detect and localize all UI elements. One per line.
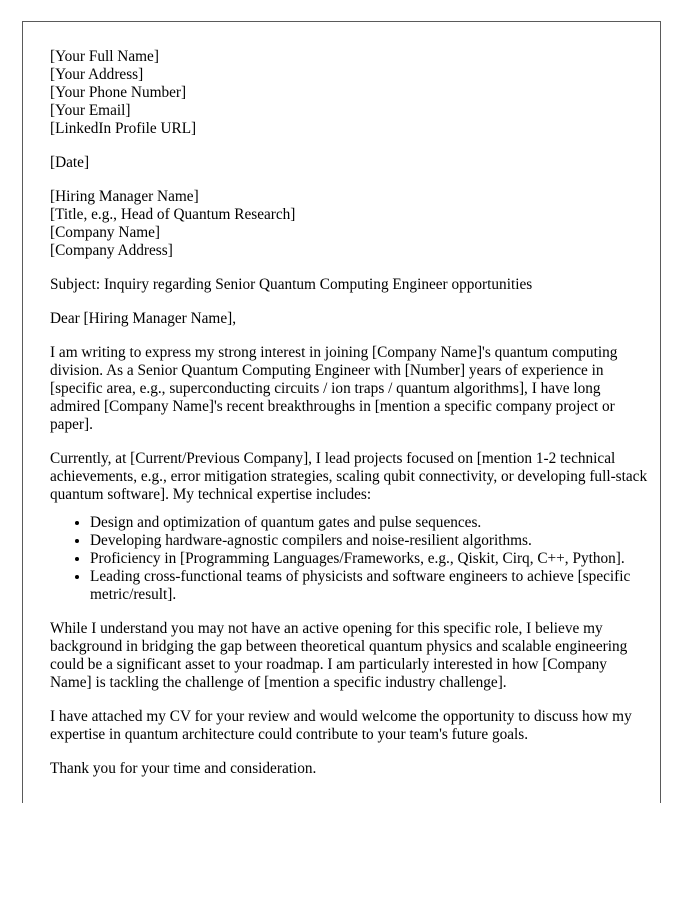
list-item: • Leading cross-functional teams of physicists and software engineers to achieve [specific metric/result]. bbox=[90, 568, 650, 604]
sender-phone: [Your Phone Number] bbox=[50, 84, 187, 101]
recipient-block bbox=[50, 188, 650, 260]
sender-name: [Your Full Name] bbox=[50, 48, 159, 65]
current-role-paragraph: Currently, at [Current/Previous Company], I lead projects focused on [mention 1-2 technical achievements, e.g., error mitigation strategies, scaling qubit connectivity, or developing full-stack quantum software]. My technical expertise includes: bbox=[50, 450, 648, 503]
opening-paragraph: While I understand you may not have an active opening for this specific role, I believe my background in bridging the gap between theoretical quantum physics and scalable engineering could be a significant asset to your roadmap. I am particularly interested in how [Company Name] is tackling the challenge of [mention a specific industry challenge]. bbox=[50, 620, 628, 691]
expertise-list bbox=[50, 514, 650, 604]
list-item: • Developing hardware-agnostic compilers and noise-resilient algorithms. bbox=[90, 532, 650, 550]
letter-body bbox=[50, 48, 650, 794]
recipient-address: [Company Address] bbox=[50, 242, 173, 259]
list-item: • Proficiency in [Programming Languages/Frameworks, e.g., Qiskit, Cirq, C++, Python]. bbox=[90, 550, 650, 568]
letter-page bbox=[22, 21, 661, 803]
sender-address: [Your Address] bbox=[50, 66, 144, 83]
sender-linkedin: [LinkedIn Profile URL] bbox=[50, 120, 197, 137]
subject-line: Subject: Inquiry regarding Senior Quantum Computing Engineer opportunities bbox=[50, 276, 533, 293]
recipient-name: [Hiring Manager Name] bbox=[50, 188, 199, 205]
closing-thanks: Thank you for your time and consideration. bbox=[50, 760, 317, 777]
attachment-paragraph: I have attached my CV for your review and would welcome the opportunity to discuss how my expertise in quantum architecture could contribute to your team's future goals. bbox=[50, 708, 632, 743]
letter-date: [Date] bbox=[50, 154, 90, 171]
list-item: • Design and optimization of quantum gates and pulse sequences. bbox=[90, 514, 650, 532]
sender-email: [Your Email] bbox=[50, 102, 131, 119]
intro-paragraph: I am writing to express my strong interest in joining [Company Name]'s quantum computing division. As a Senior Quantum Computing Engineer with [Number] years of experience in [specific area, e.g., superconducting circuits / ion traps / quantum algorithms], I have long admired [Company Name]'s recent breakthroughs in [mention a specific company project or paper]. bbox=[50, 344, 618, 433]
salutation: Dear [Hiring Manager Name], bbox=[50, 310, 237, 327]
recipient-title: [Title, e.g., Head of Quantum Research] bbox=[50, 206, 296, 223]
sender-block bbox=[50, 48, 650, 138]
recipient-company: [Company Name] bbox=[50, 224, 161, 241]
date-block bbox=[50, 154, 650, 172]
